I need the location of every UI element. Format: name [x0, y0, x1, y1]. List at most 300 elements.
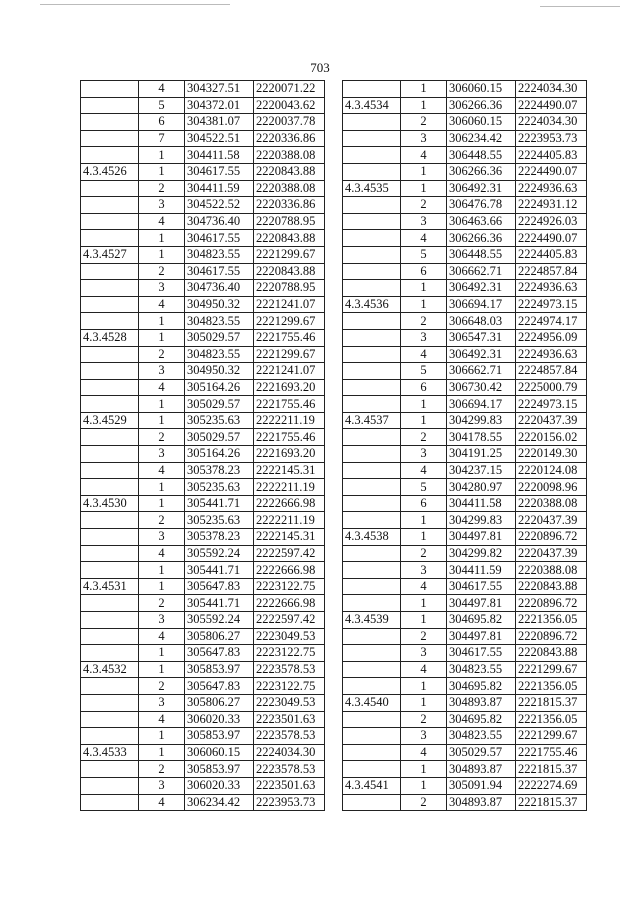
table-row — [343, 313, 587, 330]
point-number-cell: 1 — [139, 329, 185, 346]
y-coordinate-cell: 2225000.79 — [516, 379, 587, 396]
table-row — [81, 329, 325, 346]
point-number-cell: 1 — [139, 163, 185, 180]
parcel-id-cell — [81, 81, 139, 98]
y-coordinate-cell: 2222211.19 — [254, 479, 325, 496]
parcel-id-cell — [343, 230, 401, 247]
point-number-cell: 4 — [139, 296, 185, 313]
y-coordinate-cell: 2224405.83 — [516, 147, 587, 164]
y-coordinate-cell: 2221693.20 — [254, 379, 325, 396]
table-row — [343, 462, 587, 479]
x-coordinate-cell: 306662.71 — [447, 263, 516, 280]
parcel-id-cell — [81, 462, 139, 479]
point-number-cell: 5 — [401, 246, 447, 263]
table-row — [81, 545, 325, 562]
parcel-id-cell — [343, 728, 401, 745]
page-number: 703 — [310, 60, 330, 75]
parcel-id-cell — [81, 97, 139, 114]
table-row — [343, 130, 587, 147]
x-coordinate-cell: 304617.55 — [185, 263, 254, 280]
parcel-id-cell — [81, 263, 139, 280]
y-coordinate-cell: 2220098.96 — [516, 479, 587, 496]
x-coordinate-cell: 305029.57 — [447, 744, 516, 761]
x-coordinate-cell: 304736.40 — [185, 213, 254, 230]
table-row — [81, 313, 325, 330]
y-coordinate-cell: 2220336.86 — [254, 130, 325, 147]
y-coordinate-cell: 2221815.37 — [516, 761, 587, 778]
parcel-id-cell — [81, 711, 139, 728]
table-row — [81, 661, 325, 678]
x-coordinate-cell: 304372.01 — [185, 97, 254, 114]
x-coordinate-cell: 305235.63 — [185, 512, 254, 529]
point-number-cell: 2 — [401, 114, 447, 131]
x-coordinate-cell: 304327.51 — [185, 81, 254, 98]
x-coordinate-cell: 306266.36 — [447, 97, 516, 114]
x-coordinate-cell: 304893.87 — [447, 694, 516, 711]
point-number-cell: 1 — [401, 512, 447, 529]
table-row — [81, 628, 325, 645]
coordinates-table-right — [342, 80, 587, 811]
point-number-cell: 1 — [139, 578, 185, 595]
point-number-cell: 1 — [401, 529, 447, 546]
x-coordinate-cell: 306448.55 — [447, 246, 516, 263]
table-row — [81, 578, 325, 595]
y-coordinate-cell: 2224973.15 — [516, 296, 587, 313]
x-coordinate-cell: 305853.97 — [185, 761, 254, 778]
table-row — [81, 163, 325, 180]
x-coordinate-cell: 306234.42 — [185, 794, 254, 811]
x-coordinate-cell: 304823.55 — [447, 661, 516, 678]
y-coordinate-cell: 2224936.63 — [516, 346, 587, 363]
x-coordinate-cell: 304617.55 — [447, 645, 516, 662]
parcel-id-cell — [81, 197, 139, 214]
table-row — [343, 97, 587, 114]
table-row — [343, 529, 587, 546]
x-coordinate-cell: 305029.57 — [185, 429, 254, 446]
point-number-cell: 2 — [401, 545, 447, 562]
point-number-cell: 4 — [139, 794, 185, 811]
x-coordinate-cell: 305853.97 — [185, 661, 254, 678]
parcel-id-cell: 4.3.4536 — [343, 296, 401, 313]
parcel-id-cell — [81, 678, 139, 695]
y-coordinate-cell: 2221356.05 — [516, 612, 587, 629]
y-coordinate-cell: 2224973.15 — [516, 396, 587, 413]
point-number-cell: 7 — [139, 130, 185, 147]
y-coordinate-cell: 2223122.75 — [254, 578, 325, 595]
point-number-cell: 6 — [401, 263, 447, 280]
table-row — [343, 163, 587, 180]
y-coordinate-cell: 2221693.20 — [254, 446, 325, 463]
parcel-id-cell: 4.3.4541 — [343, 777, 401, 794]
table-row — [343, 645, 587, 662]
parcel-id-cell — [81, 628, 139, 645]
point-number-cell: 1 — [401, 694, 447, 711]
parcel-id-cell — [81, 114, 139, 131]
x-coordinate-cell: 305647.83 — [185, 678, 254, 695]
parcel-id-cell — [81, 728, 139, 745]
y-coordinate-cell: 2222145.31 — [254, 462, 325, 479]
y-coordinate-cell: 2224931.12 — [516, 197, 587, 214]
point-number-cell: 4 — [401, 744, 447, 761]
point-number-cell: 3 — [139, 612, 185, 629]
parcel-id-cell — [343, 678, 401, 695]
parcel-id-cell — [343, 147, 401, 164]
table-row — [81, 346, 325, 363]
y-coordinate-cell: 2220843.88 — [254, 230, 325, 247]
table-row — [81, 479, 325, 496]
y-coordinate-cell: 2220788.95 — [254, 213, 325, 230]
table-row — [343, 429, 587, 446]
y-coordinate-cell: 2220896.72 — [516, 595, 587, 612]
parcel-id-cell: 4.3.4526 — [81, 163, 139, 180]
point-number-cell: 3 — [401, 645, 447, 662]
x-coordinate-cell: 306648.03 — [447, 313, 516, 330]
table-row — [81, 761, 325, 778]
table-row — [81, 130, 325, 147]
parcel-id-cell — [343, 446, 401, 463]
point-number-cell: 4 — [139, 628, 185, 645]
parcel-id-cell — [81, 446, 139, 463]
parcel-id-cell: 4.3.4538 — [343, 529, 401, 546]
table-row — [81, 694, 325, 711]
point-number-cell: 4 — [401, 147, 447, 164]
point-number-cell: 1 — [401, 612, 447, 629]
x-coordinate-cell: 306060.15 — [447, 81, 516, 98]
parcel-id-cell: 4.3.4527 — [81, 246, 139, 263]
point-number-cell: 3 — [139, 777, 185, 794]
parcel-id-cell: 4.3.4533 — [81, 744, 139, 761]
point-number-cell: 2 — [139, 346, 185, 363]
point-number-cell: 3 — [139, 694, 185, 711]
x-coordinate-cell: 305029.57 — [185, 396, 254, 413]
x-coordinate-cell: 305378.23 — [185, 529, 254, 546]
x-coordinate-cell: 304893.87 — [447, 761, 516, 778]
x-coordinate-cell: 306060.15 — [185, 744, 254, 761]
table-row — [81, 197, 325, 214]
point-number-cell: 1 — [139, 147, 185, 164]
point-number-cell: 4 — [401, 346, 447, 363]
table-row — [343, 346, 587, 363]
table-row — [343, 761, 587, 778]
parcel-id-cell: 4.3.4530 — [81, 495, 139, 512]
table-row — [81, 114, 325, 131]
parcel-id-cell — [81, 180, 139, 197]
point-number-cell: 1 — [139, 744, 185, 761]
x-coordinate-cell: 304497.81 — [447, 595, 516, 612]
parcel-id-cell — [81, 230, 139, 247]
parcel-id-cell — [343, 578, 401, 595]
parcel-id-cell — [343, 429, 401, 446]
parcel-id-cell — [343, 396, 401, 413]
y-coordinate-cell: 2222274.69 — [516, 777, 587, 794]
table-row — [343, 363, 587, 380]
y-coordinate-cell: 2221356.05 — [516, 711, 587, 728]
point-number-cell: 3 — [401, 213, 447, 230]
x-coordinate-cell: 306463.66 — [447, 213, 516, 230]
parcel-id-cell — [343, 595, 401, 612]
point-number-cell: 3 — [139, 197, 185, 214]
x-coordinate-cell: 306492.31 — [447, 346, 516, 363]
point-number-cell: 1 — [401, 81, 447, 98]
x-coordinate-cell: 304411.58 — [447, 495, 516, 512]
y-coordinate-cell: 2224490.07 — [516, 97, 587, 114]
x-coordinate-cell: 304893.87 — [447, 794, 516, 811]
table-row — [81, 97, 325, 114]
table-row — [343, 180, 587, 197]
point-number-cell: 2 — [401, 429, 447, 446]
x-coordinate-cell: 304695.82 — [447, 711, 516, 728]
table-row — [343, 512, 587, 529]
y-coordinate-cell: 2224034.30 — [516, 114, 587, 131]
x-coordinate-cell: 304497.81 — [447, 529, 516, 546]
y-coordinate-cell: 2220043.62 — [254, 97, 325, 114]
point-number-cell: 5 — [401, 363, 447, 380]
y-coordinate-cell: 2222666.98 — [254, 562, 325, 579]
x-coordinate-cell: 305164.26 — [185, 446, 254, 463]
parcel-id-cell — [81, 545, 139, 562]
parcel-id-cell — [81, 429, 139, 446]
y-coordinate-cell: 2221755.46 — [254, 329, 325, 346]
point-number-cell: 1 — [139, 495, 185, 512]
y-coordinate-cell: 2220437.39 — [516, 512, 587, 529]
y-coordinate-cell: 2220388.08 — [516, 562, 587, 579]
point-number-cell: 2 — [139, 595, 185, 612]
x-coordinate-cell: 304522.51 — [185, 130, 254, 147]
point-number-cell: 6 — [401, 379, 447, 396]
y-coordinate-cell: 2221299.67 — [516, 728, 587, 745]
table-row — [343, 81, 587, 98]
parcel-id-cell — [343, 313, 401, 330]
parcel-id-cell — [343, 263, 401, 280]
x-coordinate-cell: 305592.24 — [185, 545, 254, 562]
point-number-cell: 1 — [139, 645, 185, 662]
x-coordinate-cell: 306730.42 — [447, 379, 516, 396]
x-coordinate-cell: 306492.31 — [447, 280, 516, 297]
x-coordinate-cell: 305853.97 — [185, 728, 254, 745]
parcel-id-cell: 4.3.4531 — [81, 578, 139, 595]
table-row — [343, 595, 587, 612]
x-coordinate-cell: 306476.78 — [447, 197, 516, 214]
x-coordinate-cell: 304522.52 — [185, 197, 254, 214]
x-coordinate-cell: 304178.55 — [447, 429, 516, 446]
x-coordinate-cell: 304823.55 — [185, 246, 254, 263]
table-row — [81, 230, 325, 247]
table-row — [343, 296, 587, 313]
x-coordinate-cell: 306694.17 — [447, 296, 516, 313]
point-number-cell: 4 — [139, 379, 185, 396]
table-row — [343, 446, 587, 463]
table-row — [81, 595, 325, 612]
x-coordinate-cell: 306234.42 — [447, 130, 516, 147]
parcel-id-cell — [343, 379, 401, 396]
y-coordinate-cell: 2224405.83 — [516, 246, 587, 263]
table-row — [343, 280, 587, 297]
y-coordinate-cell: 2224956.09 — [516, 329, 587, 346]
y-coordinate-cell: 2223049.53 — [254, 628, 325, 645]
x-coordinate-cell: 304823.55 — [185, 346, 254, 363]
table-row — [81, 446, 325, 463]
point-number-cell: 6 — [401, 495, 447, 512]
parcel-id-cell — [81, 777, 139, 794]
y-coordinate-cell: 2223501.63 — [254, 711, 325, 728]
y-coordinate-cell: 2220388.08 — [516, 495, 587, 512]
parcel-id-cell — [81, 346, 139, 363]
point-number-cell: 4 — [401, 462, 447, 479]
x-coordinate-cell: 304299.83 — [447, 412, 516, 429]
parcel-id-cell — [81, 479, 139, 496]
table-row — [81, 396, 325, 413]
table-row — [81, 462, 325, 479]
point-number-cell: 2 — [139, 512, 185, 529]
table-row — [81, 728, 325, 745]
parcel-id-cell — [343, 130, 401, 147]
x-coordinate-cell: 306020.33 — [185, 777, 254, 794]
parcel-id-cell — [81, 379, 139, 396]
y-coordinate-cell: 2223049.53 — [254, 694, 325, 711]
table-row — [343, 612, 587, 629]
table-row — [343, 545, 587, 562]
scan-edge-top-right — [540, 6, 620, 7]
parcel-id-cell — [81, 296, 139, 313]
table-row — [343, 147, 587, 164]
x-coordinate-cell: 304950.32 — [185, 363, 254, 380]
point-number-cell: 1 — [401, 280, 447, 297]
parcel-id-cell: 4.3.4532 — [81, 661, 139, 678]
y-coordinate-cell: 2223578.53 — [254, 661, 325, 678]
y-coordinate-cell: 2220896.72 — [516, 529, 587, 546]
parcel-id-cell: 4.3.4537 — [343, 412, 401, 429]
y-coordinate-cell: 2223578.53 — [254, 728, 325, 745]
point-number-cell: 3 — [139, 363, 185, 380]
point-number-cell: 1 — [139, 479, 185, 496]
y-coordinate-cell: 2221755.46 — [254, 396, 325, 413]
parcel-id-cell: 4.3.4529 — [81, 412, 139, 429]
y-coordinate-cell: 2222145.31 — [254, 529, 325, 546]
table-row — [81, 777, 325, 794]
table-row — [81, 379, 325, 396]
point-number-cell: 2 — [139, 761, 185, 778]
table-row — [81, 429, 325, 446]
point-number-cell: 3 — [401, 329, 447, 346]
point-number-cell: 1 — [401, 180, 447, 197]
point-number-cell: 1 — [401, 595, 447, 612]
parcel-id-cell — [343, 711, 401, 728]
x-coordinate-cell: 304695.82 — [447, 678, 516, 695]
parcel-id-cell — [343, 280, 401, 297]
y-coordinate-cell: 2223501.63 — [254, 777, 325, 794]
x-coordinate-cell: 305441.71 — [185, 562, 254, 579]
table-row — [343, 263, 587, 280]
y-coordinate-cell: 2220788.95 — [254, 280, 325, 297]
y-coordinate-cell: 2223122.75 — [254, 678, 325, 695]
x-coordinate-cell: 305235.63 — [185, 412, 254, 429]
point-number-cell: 1 — [139, 313, 185, 330]
table-row — [343, 661, 587, 678]
point-number-cell: 2 — [139, 429, 185, 446]
x-coordinate-cell: 304299.83 — [447, 512, 516, 529]
y-coordinate-cell: 2224857.84 — [516, 363, 587, 380]
y-coordinate-cell: 2220896.72 — [516, 628, 587, 645]
point-number-cell: 1 — [139, 396, 185, 413]
y-coordinate-cell: 2220388.08 — [254, 180, 325, 197]
parcel-id-cell: 4.3.4534 — [343, 97, 401, 114]
point-number-cell: 3 — [139, 529, 185, 546]
y-coordinate-cell: 2220843.88 — [516, 578, 587, 595]
x-coordinate-cell: 305441.71 — [185, 495, 254, 512]
point-number-cell: 5 — [401, 479, 447, 496]
table-row — [81, 711, 325, 728]
x-coordinate-cell: 304280.97 — [447, 479, 516, 496]
y-coordinate-cell: 2222211.19 — [254, 412, 325, 429]
table-row — [81, 412, 325, 429]
parcel-id-cell — [81, 694, 139, 711]
table-row — [343, 777, 587, 794]
y-coordinate-cell: 2224926.03 — [516, 213, 587, 230]
parcel-id-cell — [343, 329, 401, 346]
table-row — [343, 794, 587, 811]
y-coordinate-cell: 2220124.08 — [516, 462, 587, 479]
y-coordinate-cell: 2220388.08 — [254, 147, 325, 164]
point-number-cell: 2 — [401, 794, 447, 811]
y-coordinate-cell: 2220037.78 — [254, 114, 325, 131]
y-coordinate-cell: 2221299.67 — [254, 313, 325, 330]
parcel-id-cell: 4.3.4528 — [81, 329, 139, 346]
parcel-id-cell — [343, 197, 401, 214]
table-row — [343, 562, 587, 579]
point-number-cell: 3 — [139, 446, 185, 463]
x-coordinate-cell: 305164.26 — [185, 379, 254, 396]
point-number-cell: 1 — [401, 412, 447, 429]
parcel-id-cell — [81, 313, 139, 330]
x-coordinate-cell: 305441.71 — [185, 595, 254, 612]
parcel-id-cell — [343, 114, 401, 131]
y-coordinate-cell: 2223578.53 — [254, 761, 325, 778]
x-coordinate-cell: 306448.55 — [447, 147, 516, 164]
y-coordinate-cell: 2222211.19 — [254, 512, 325, 529]
point-number-cell: 1 — [139, 728, 185, 745]
x-coordinate-cell: 304695.82 — [447, 612, 516, 629]
table-row — [343, 114, 587, 131]
y-coordinate-cell: 2224034.30 — [254, 744, 325, 761]
y-coordinate-cell: 2224936.63 — [516, 280, 587, 297]
parcel-id-cell — [81, 280, 139, 297]
table-row — [81, 645, 325, 662]
table-row — [81, 246, 325, 263]
parcel-id-cell — [81, 396, 139, 413]
x-coordinate-cell: 304497.81 — [447, 628, 516, 645]
parcel-id-cell — [81, 761, 139, 778]
table-row — [343, 694, 587, 711]
y-coordinate-cell: 2221815.37 — [516, 694, 587, 711]
point-number-cell: 4 — [139, 545, 185, 562]
table-row — [343, 711, 587, 728]
x-coordinate-cell: 304736.40 — [185, 280, 254, 297]
point-number-cell: 2 — [401, 313, 447, 330]
scan-edge-top-left — [40, 4, 230, 5]
parcel-id-cell — [343, 645, 401, 662]
x-coordinate-cell: 306020.33 — [185, 711, 254, 728]
table-row — [343, 479, 587, 496]
y-coordinate-cell: 2220336.86 — [254, 197, 325, 214]
x-coordinate-cell: 304299.82 — [447, 545, 516, 562]
parcel-id-cell — [81, 794, 139, 811]
y-coordinate-cell: 2221755.46 — [254, 429, 325, 446]
x-coordinate-cell: 306662.71 — [447, 363, 516, 380]
table-row — [81, 213, 325, 230]
table-row — [81, 495, 325, 512]
table-row — [343, 213, 587, 230]
x-coordinate-cell: 304823.55 — [447, 728, 516, 745]
